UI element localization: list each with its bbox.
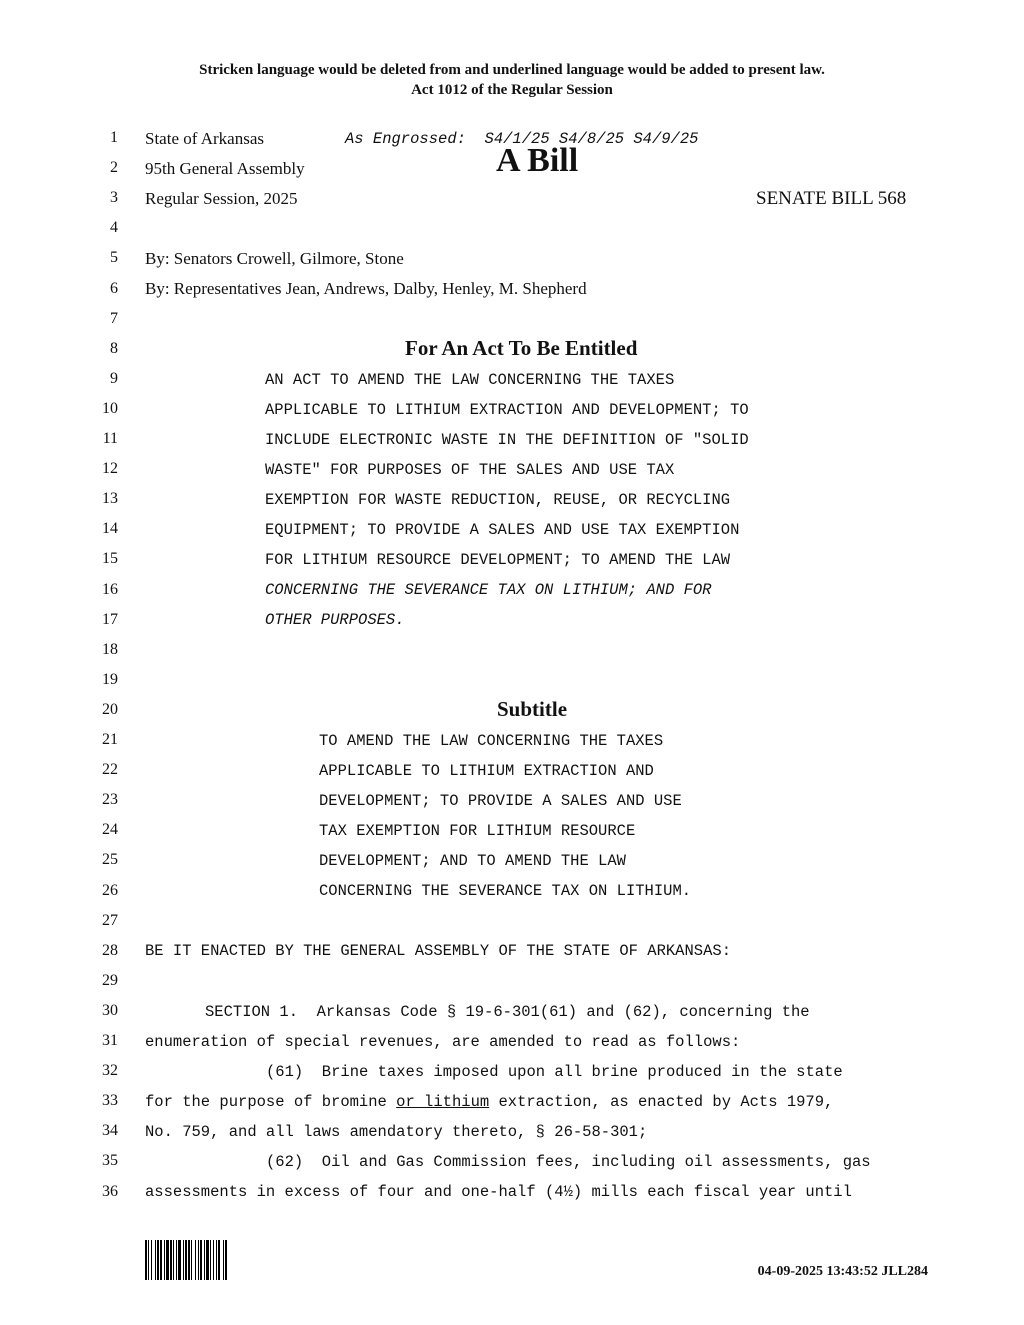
line-number: 35 [102, 1152, 118, 1170]
line-number: 28 [102, 941, 118, 959]
line-number: 2 [110, 159, 118, 177]
item-61-text: No. 759, and all laws amendatory thereto, § 26-58-301; [145, 1123, 648, 1141]
inserted-text: or lithium [396, 1093, 490, 1111]
line-number: 7 [110, 309, 118, 327]
act-number: Act 1012 of the Regular Session [411, 82, 613, 98]
line-number: 8 [110, 339, 118, 357]
act-title-line: INCLUDE ELECTRONIC WASTE IN THE DEFINITION OF "SOLID [265, 431, 749, 449]
line-number: 33 [102, 1092, 118, 1110]
subtitle-line: TO AMEND THE LAW CONCERNING THE TAXES [319, 732, 664, 750]
line-number: 3 [110, 189, 118, 207]
line-number: 32 [102, 1062, 118, 1080]
item-62-text: assessments in excess of four and one-half (4½) mills each fiscal year until [145, 1183, 852, 1201]
footer-timestamp: 04-09-2025 13:43:52 JLL284 [757, 1264, 928, 1279]
line-number: 5 [110, 249, 118, 267]
item-61-text-pre: for the purpose of bromine [145, 1093, 397, 1111]
line-number: 34 [102, 1122, 118, 1140]
subtitle-line: APPLICABLE TO LITHIUM EXTRACTION AND [319, 762, 654, 780]
act-title-line-italic: OTHER PURPOSES. [265, 611, 405, 629]
line-number: 21 [102, 731, 118, 748]
line-number: 31 [102, 1032, 118, 1049]
state-name: State of Arkansas [145, 129, 264, 148]
barcode [145, 1240, 273, 1280]
item-61-text [145, 1093, 833, 1111]
stricken-language-notice: Stricken language would be deleted from and underlined language would be added to present law. [199, 62, 825, 78]
bill-number: SENATE BILL 568 [756, 188, 907, 209]
subtitle-line: DEVELOPMENT; AND TO AMEND THE LAW [319, 852, 626, 870]
act-title-line: FOR LITHIUM RESOURCE DEVELOPMENT; TO AMEND THE LAW [265, 551, 731, 569]
act-title-line-italic: CONCERNING THE SEVERANCE TAX ON LITHIUM; AND FOR [265, 581, 712, 599]
section-1-text: enumeration of special revenues, are amended to read as follows: [145, 1033, 741, 1051]
line-number: 15 [102, 550, 118, 568]
subtitle-line: DEVELOPMENT; TO PROVIDE A SALES AND USE [319, 792, 682, 810]
act-title-heading: For An Act To Be Entitled [405, 336, 638, 360]
line-number: 13 [102, 490, 118, 508]
line-number: 22 [102, 761, 118, 779]
line-number: 25 [102, 851, 118, 869]
line-number: 4 [110, 219, 118, 237]
subtitle-heading: Subtitle [497, 697, 568, 721]
house-sponsors: By: Representatives Jean, Andrews, Dalby, Henley, M. Shepherd [145, 279, 587, 298]
line-number: 24 [102, 821, 118, 839]
subtitle-line: TAX EXEMPTION FOR LITHIUM RESOURCE [319, 822, 636, 840]
line-number: 12 [102, 460, 118, 478]
line-number: 6 [110, 279, 118, 297]
line-number: 19 [102, 670, 118, 688]
line-number: 20 [102, 700, 118, 718]
act-title-line: EQUIPMENT; TO PROVIDE A SALES AND USE TAX EXEMPTION [265, 521, 740, 539]
line-number: 18 [102, 640, 118, 658]
item-61-text: (61) Brine taxes imposed upon all brine produced in the state [266, 1063, 843, 1081]
section-1-text: SECTION 1. Arkansas Code § 19-6-301(61) and (62), concerning the [205, 1003, 810, 1021]
line-number: 36 [102, 1182, 118, 1200]
general-assembly: 95th General Assembly [145, 159, 305, 178]
subtitle-line: CONCERNING THE SEVERANCE TAX ON LITHIUM. [319, 882, 692, 900]
enacting-clause: BE IT ENACTED BY THE GENERAL ASSEMBLY OF THE STATE OF ARKANSAS: [145, 942, 731, 960]
act-title-line: EXEMPTION FOR WASTE REDUCTION, REUSE, OR RECYCLING [265, 491, 731, 509]
act-title-line: WASTE" FOR PURPOSES OF THE SALES AND USE TAX [265, 461, 675, 479]
line-number: 9 [110, 369, 118, 387]
act-title-line: AN ACT TO AMEND THE LAW CONCERNING THE TAXES [265, 371, 675, 389]
senate-sponsors: By: Senators Crowell, Gilmore, Stone [145, 249, 404, 268]
line-number: 29 [102, 971, 118, 989]
act-title-line: APPLICABLE TO LITHIUM EXTRACTION AND DEVELOPMENT; TO [265, 401, 749, 419]
line-number: 17 [102, 610, 118, 628]
item-61-text-post: extraction, as enacted by Acts 1979, [489, 1093, 834, 1111]
line-number: 1 [110, 129, 118, 146]
line-number: 26 [102, 881, 118, 899]
engrossed-dates: As Engrossed: S4/1/25 S4/8/25 S4/9/25 [345, 130, 699, 148]
line-number: 10 [102, 399, 118, 417]
line-number: 27 [102, 911, 118, 929]
line-number: 11 [102, 430, 118, 447]
line-number: 30 [102, 1001, 118, 1019]
item-62-text: (62) Oil and Gas Commission fees, including oil assessments, gas [266, 1153, 871, 1171]
line-number: 14 [102, 520, 118, 538]
bill-title: A Bill [496, 142, 579, 179]
line-number: 16 [102, 580, 118, 598]
session: Regular Session, 2025 [145, 189, 298, 208]
line-number: 23 [102, 791, 118, 809]
